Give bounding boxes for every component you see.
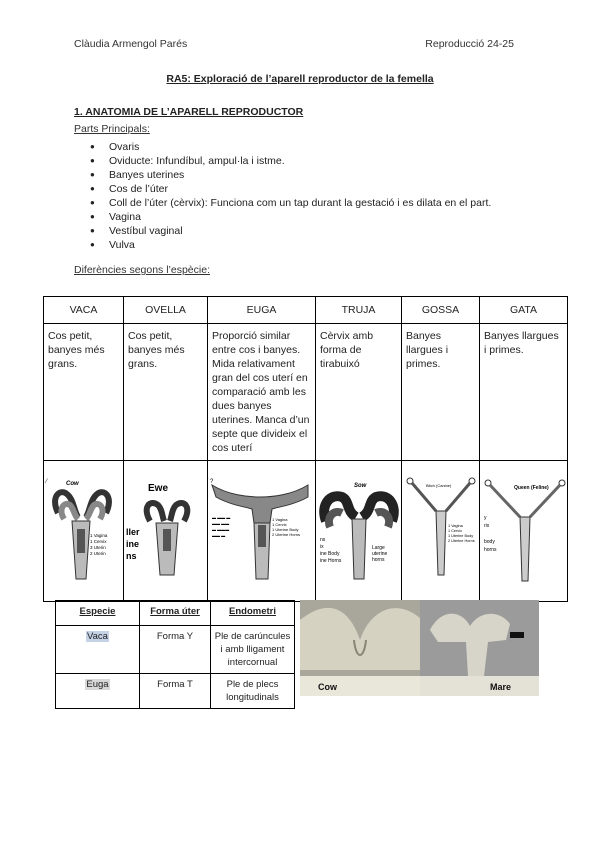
- photo-label-mare: Mare: [490, 682, 512, 692]
- diagram-label: 2 Uterine Horns: [448, 539, 475, 543]
- species-header: GOSSA: [402, 297, 480, 324]
- table-cell: Euga: [86, 679, 109, 690]
- diagram-label: Sow: [354, 483, 367, 489]
- diagram-label: 2 Uterin: [90, 551, 106, 556]
- header-author: Clàudia Armengol Parés: [74, 38, 188, 50]
- species-header: OVELLA: [124, 297, 208, 324]
- table-cell: Forma T: [140, 674, 211, 709]
- section-heading: 1. ANATOMIA DE L’APARELL REPRODUCTOR: [74, 106, 304, 118]
- species-description: Cos petit, banyes més grans.: [44, 324, 124, 461]
- diagram-label: 1 Vagina: [448, 524, 463, 528]
- list-item: ● Oviducte: Infundíbul, ampul·la i istme.: [74, 154, 491, 168]
- species-header: GATA: [480, 297, 568, 324]
- header-course: Reproducció 24-25: [425, 38, 514, 50]
- diagram-label: horns: [372, 557, 385, 563]
- parts-list: [74, 140, 491, 252]
- uterus-photos: [300, 600, 539, 696]
- diagram-label: ller: [126, 527, 140, 537]
- diagram-label: 2 Uterine Horns: [272, 532, 301, 537]
- diagram-label: 3 Uterin: [90, 545, 106, 550]
- list-item: ● Vagina: [74, 210, 491, 224]
- column-header: Forma úter: [140, 601, 211, 626]
- svg-text:⁄: ⁄: [46, 479, 48, 485]
- diagram-label: ine Body: [320, 551, 340, 557]
- species-description: Banyes llargues i primes.: [480, 324, 568, 461]
- diagram-label: ns: [126, 551, 137, 561]
- mare-uterus-diagram: [208, 461, 316, 602]
- cow-uterus-diagram: [44, 461, 124, 602]
- diagram-label: Large: [372, 545, 385, 551]
- list-item: ● Coll de l’úter (cèrvix): Funciona com un tap durant la gestació i es dilata en el part.: [74, 196, 491, 210]
- diagram-label: 1 Vagina: [272, 517, 288, 522]
- uterus-comparison-table: [55, 600, 295, 709]
- parts-heading: Parts Principals:: [74, 123, 150, 135]
- column-header: Especie: [56, 601, 140, 626]
- diagram-label: horns: [484, 547, 497, 553]
- diagram-label: 1 Cervix: [272, 522, 287, 527]
- svg-text:?: ?: [210, 479, 214, 485]
- species-description: Proporció similar entre cos i banyes. Mida relativament gran del cos uterí en comparació amb les dues banyes uterines. Manca d’un septe que divideix el cos uterí: [208, 324, 316, 461]
- sow-uterus-diagram: [316, 461, 402, 602]
- diagram-label: 1 Uterine Body: [448, 534, 474, 538]
- svg-text:▬▬ ▬▬: ▬▬ ▬▬: [212, 521, 230, 526]
- diagram-label: rix: [484, 523, 490, 529]
- diagram-label: ine: [126, 539, 140, 549]
- species-header: TRUJA: [316, 297, 402, 324]
- list-item: ● Vulva: [74, 238, 491, 252]
- differences-heading: Diferències segons l’espècie:: [74, 264, 210, 276]
- table-cell: Ple de carúncules i amb lligament intercornual: [211, 626, 295, 674]
- table-cell: Forma Y: [140, 626, 211, 674]
- species-description: Cos petit, banyes més grans.: [124, 324, 208, 461]
- queen-uterus-diagram: [480, 461, 568, 602]
- species-description: Banyes llargues i primes.: [402, 324, 480, 461]
- page-title: RA5: Exploració de l’aparell reproductor de la femella: [166, 73, 434, 85]
- diagram-label: body: [484, 539, 495, 545]
- species-table: [43, 296, 568, 602]
- ewe-uterus-diagram: [124, 461, 208, 602]
- species-header: EUGA: [208, 297, 316, 324]
- table-cell: Vaca: [87, 631, 108, 642]
- svg-text:▬ ▬▬▬: ▬ ▬▬▬: [212, 527, 230, 532]
- list-item: ● Banyes uterines: [74, 168, 491, 182]
- bitch-uterus-diagram: [402, 461, 480, 602]
- list-item: ● Ovaris: [74, 140, 491, 154]
- table-cell: Ple de plecs longitudinals: [211, 674, 295, 709]
- diagram-label: ix: [320, 544, 324, 550]
- diagram-label: ns: [320, 537, 326, 543]
- diagram-label: Cow: [66, 481, 79, 487]
- diagram-label: 1 Cervix: [448, 529, 462, 533]
- diagram-label: uterine: [372, 551, 388, 557]
- species-description: Cèrvix amb forma de tirabuixó: [316, 324, 402, 461]
- svg-text:▬▬ ▬: ▬▬ ▬: [212, 533, 226, 538]
- species-header: VACA: [44, 297, 124, 324]
- diagram-label: ine Horns: [320, 558, 342, 564]
- diagram-label: 1 Cervix: [90, 539, 107, 544]
- svg-text:▬ ▬▬ ▬: ▬ ▬▬ ▬: [212, 515, 231, 520]
- diagram-label: Bitch (Canine): [426, 483, 452, 488]
- list-item: ● Cos de l’úter: [74, 182, 491, 196]
- diagram-label: 1 Vagina: [90, 533, 108, 538]
- diagram-label: y: [484, 515, 487, 521]
- diagram-label: Queen (Feline): [514, 485, 549, 491]
- list-item: ● Vestíbul vaginal: [74, 224, 491, 238]
- photo-label-cow: Cow: [318, 682, 337, 692]
- column-header: Endometri: [211, 601, 295, 626]
- diagram-label: 1 Uterine Body: [272, 527, 299, 532]
- diagram-label: Ewe: [148, 483, 169, 494]
